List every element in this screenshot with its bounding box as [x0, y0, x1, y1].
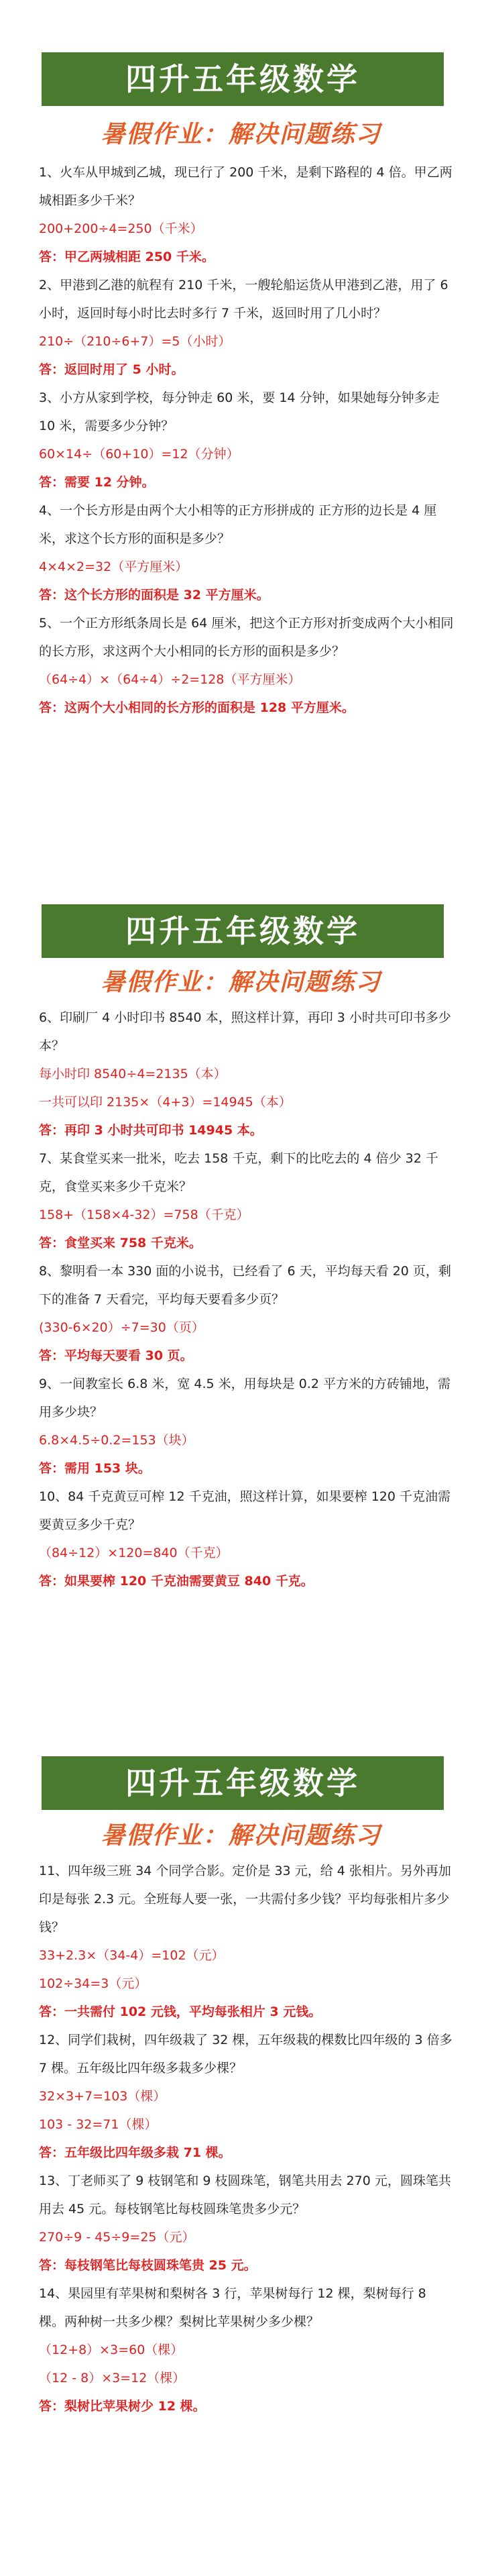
- question-text: 3、小方从家到学校，每分钟走 60 米，要 14 分钟，如果她每分钟多走 10 米，需要多少分钟？: [39, 390, 440, 433]
- section-title: 四升五年级数学: [42, 1756, 444, 1810]
- answer-text: 答：再印 3 小时共可印书 14945 本。: [39, 1123, 263, 1138]
- question-text: 4、一个长方形是由两个大小相等的正方形拼成的 正方形的边长是 4 厘米，求这个长方形的面积是多少？: [39, 503, 437, 546]
- question-text: 8、黎明看一本 330 面的小说书，已经看了 6 天，平均每天看 20 页，剩下的准备 7 天看完，平均每天要看多少页？: [39, 1264, 451, 1307]
- question-text: 6、印刷厂 4 小时印书 8540 本，照这样计算，再印 3 小时共可印书多少本？: [39, 1010, 451, 1053]
- answer-text: 答：甲乙两城相距 250 千米。: [39, 250, 215, 264]
- answer-text: 答：需用 153 块。: [39, 1461, 151, 1476]
- answer-text: 答：需要 12 分钟。: [39, 475, 155, 490]
- problem-list: [39, 1857, 455, 2420]
- calculation-text: 4×4×2=32（平方厘米）: [39, 559, 188, 574]
- question-text: 10、84 千克黄豆可榨 12 千克油，照这样计算，如果要榨 120 千克油需要黄豆多少千克？: [39, 1489, 450, 1532]
- question-text: 2、甲港到乙港的航程有 210 千米，一艘轮船运货从甲港到乙港，用了 6 小时，返回时每小时比去时多行 7 千米，返回时用了几小时？: [39, 278, 448, 321]
- answer-text: 答：一共需付 102 元钱，平均每张相片 3 元钱。: [39, 2004, 322, 2019]
- answer-text: 答：每枝钢笔比每枝圆珠笔贵 25 元。: [39, 2258, 257, 2273]
- calculation-text: （12 - 8）×3=12（棵）: [39, 2371, 186, 2385]
- calculation-text: 158+（158×4-32）=758（千克）: [39, 1208, 249, 1222]
- answer-text: 答：返回时用了 5 小时。: [39, 362, 184, 377]
- section-subtitle: 暑假作业：解决问题练习: [101, 969, 381, 996]
- answer-text: 答：这个长方形的面积是 32 平方厘米。: [39, 588, 269, 602]
- calculation-text: 每小时印 8540÷4=2135（本）: [39, 1067, 227, 1081]
- section-subtitle: 暑假作业：解决问题练习: [101, 1822, 381, 1849]
- question-text: 5、一个正方形纸条周长是 64 厘米，把这个正方形对折变成两个大小相同的长方形，求这两个大小相同的长方形的面积是多少？: [39, 616, 454, 659]
- question-text: 1、火车从甲城到乙城，现已行了 200 千米，是剩下路程的 4 倍。甲乙两城相距多少千米？: [39, 165, 453, 208]
- section-title: 四升五年级数学: [42, 904, 444, 958]
- calculation-text: 32×3+7=103（棵）: [39, 2089, 166, 2104]
- answer-text: 答：这两个大小相同的长方形的面积是 128 平方厘米。: [39, 700, 355, 715]
- answer-text: 答：五年级比四年级多栽 71 棵。: [39, 2145, 231, 2160]
- question-text: 9、一间教室长 6.8 米，宽 4.5 米，用每块是 0.2 平方米的方砖铺地，需用多少块？: [39, 1377, 450, 1419]
- calculation-text: 210÷（210÷6+7）=5（小时）: [39, 334, 231, 349]
- answer-text: 答：梨树比苹果树少 12 棵。: [39, 2399, 206, 2414]
- calculation-text: （12+8）×3=60（棵）: [39, 2343, 184, 2357]
- section-title: 四升五年级数学: [42, 52, 444, 106]
- question-text: 12、同学们栽树，四年级栽了 32 棵，五年级栽的棵数比四年级的 3 倍多 7 棵。五年级比四年级多栽多少棵？: [39, 2033, 453, 2076]
- calculation-text: 200+200÷4=250（千米）: [39, 221, 203, 236]
- calculation-text: 102÷34=3（元）: [39, 1976, 147, 1991]
- section-subtitle: 暑假作业：解决问题练习: [101, 121, 381, 148]
- question-text: 14、果园里有苹果树和梨树各 3 行，苹果树每行 12 棵，梨树每行 8 棵。两种树一共多少棵？梨树比苹果树少多少棵？: [39, 2286, 426, 2329]
- answer-text: 答：平均每天要看 30 页。: [39, 1348, 193, 1363]
- calculation-text: 6.8×4.5÷0.2=153（块）: [39, 1433, 194, 1448]
- calculation-text: 103 - 32=71（棵）: [39, 2117, 158, 2132]
- problem-list: [39, 158, 455, 722]
- calculation-text: （84÷12）×120=840（千克）: [39, 1546, 229, 1560]
- calculation-text: 33+2.3×（34-4）=102（元）: [39, 1948, 225, 1963]
- problem-list: [39, 1004, 455, 1595]
- calculation-text: (330-6×20）÷7=30（页）: [39, 1320, 204, 1335]
- calculation-text: 一共可以印 2135×（4+3）=14945（本）: [39, 1095, 292, 1110]
- calculation-text: 60×14÷（60+10）=12（分钟）: [39, 447, 239, 462]
- calculation-text: 270÷9 - 45÷9=25（元）: [39, 2230, 195, 2245]
- question-text: 7、某食堂买来一批米，吃去 158 千克，剩下的比吃去的 4 倍少 32 千克，食堂买来多少千克米？: [39, 1151, 438, 1194]
- question-text: 11、四年级三班 34 个同学合影。定价是 33 元，给 4 张相片。另外再加印是每张 2.3 元。全班每人要一张，一共需付多少钱？平均每张相片多少钱？: [39, 1864, 451, 1935]
- answer-text: 答：食堂买来 758 千克米。: [39, 1236, 202, 1250]
- question-text: 13、丁老师买了 9 枝钢笔和 9 枝圆珠笔，钢笔共用去 270 元，圆珠笔共用去 45 元。每枝钢笔比每枝圆珠笔贵多少元？: [39, 2174, 451, 2216]
- calculation-text: （64÷4）×（64÷4）÷2=128（平方厘米）: [39, 672, 301, 687]
- answer-text: 答：如果要榨 120 千克油需要黄豆 840 千克。: [39, 1574, 314, 1589]
